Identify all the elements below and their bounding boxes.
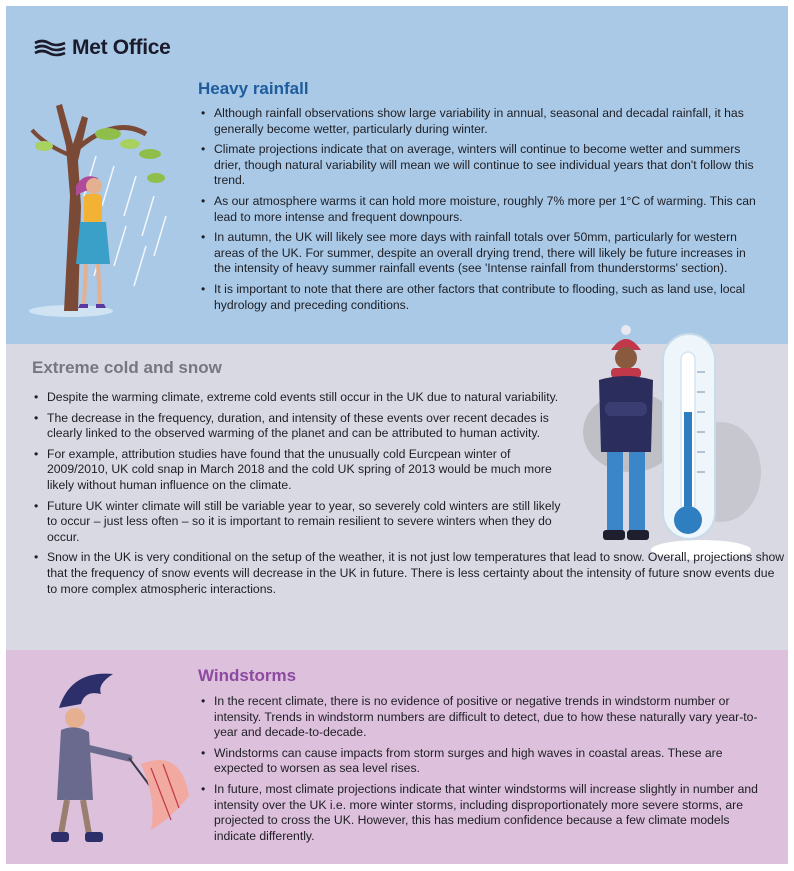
met-office-logo-icon <box>34 39 66 57</box>
list-item: • It is important to note that there are other factors that contribute to flooding, such as land use, local hydrology and preceding conditions. <box>199 282 759 313</box>
list-item: • Despite the warming climate, extreme cold events still occur in the UK due to natural variability. <box>32 390 562 406</box>
list-item: • In the recent climate, there is no evidence of positive or negative trends in windstorm number or intensity. Trends in windstorm numbers are difficult to detect, due to how these naturally vary year-to-year and decade-to-decade. <box>199 694 759 741</box>
windstorms-title: Windstorms <box>198 666 297 685</box>
heavy-rainfall-list <box>199 106 759 318</box>
list-item: • Windstorms can cause impacts from storm surges and high waves in coastal areas. These are expected to worsen as sea level rises. <box>199 746 759 777</box>
list-item: • Future UK winter climate will still be variable year to year, so severely cold winters are still likely to occur – just less often – so it is important to remain resilient to severe winters when they do occur. <box>32 499 562 546</box>
wind-woman-umbrella-illustration <box>31 668 196 853</box>
list-item: • In autumn, the UK will likely see more days with rainfall totals over 50mm, particularly for western areas of the UK. For summer, despite an overall drying trend, there will likely be future increases in the intensity of heavy summer rainfall events (see 'Intense rainfall from thunderstorms' section). <box>199 230 759 277</box>
list-item: • As our atmosphere warms it can hold more moisture, roughly 7% more per 1°C of warming. This can lead to more intense and frequent downpours. <box>199 194 759 225</box>
list-item: • The decrease in the frequency, duration, and intensity of these events over recent decades is clearly linked to the observed warming of the planet and can be attributed to human activity. <box>32 411 562 442</box>
list-item: • In future, most climate projections indicate that winter windstorms will increase slightly in number and intensity over the UK i.e. more winter storms, including disproportionately more severe storms, are projected to cross the UK. However, this has medium confidence because a few climate models indicate differently. <box>199 782 759 844</box>
infographic-page <box>6 6 788 864</box>
rain-woman-tree-illustration <box>26 86 176 321</box>
met-office-logo-text: Met Office <box>72 36 171 59</box>
windstorms-section <box>6 650 788 864</box>
heavy-rainfall-section <box>6 6 788 344</box>
extreme-cold-list <box>32 390 785 602</box>
extreme-cold-section <box>6 344 788 650</box>
extreme-cold-title: Extreme cold and snow <box>32 358 222 377</box>
list-item: • Although rainfall observations show large variability in annual, seasonal and decadal rainfall, it has generally become wetter, particularly during winter. <box>199 106 759 137</box>
list-item: • For example, attribution studies have found that the unusually cold Eurcpean winter of 2009/2010, UK cold snap in March 2018 and the cold UK spring of 2013 would be much more likely without human influence on the climate. <box>32 447 562 494</box>
cold-man-thermometer-illustration <box>571 322 771 572</box>
list-item: • Snow in the UK is very conditional on the setup of the weather, it is not just low temperatures that lead to snow. Overall, projections show that the frequency of snow events will decrease in the UK in future. There is less certainty about the intensity of future snow events due to more complex atmospheric interactions. <box>32 550 787 597</box>
heavy-rainfall-title: Heavy rainfall <box>198 79 309 98</box>
windstorms-list <box>199 694 759 849</box>
list-item: • Climate projections indicate that on average, winters will continue to become wetter and summers drier, though natural variability will mean we will continue to see individual years that don't follow this trend. <box>199 142 759 189</box>
met-office-logo <box>34 36 171 60</box>
